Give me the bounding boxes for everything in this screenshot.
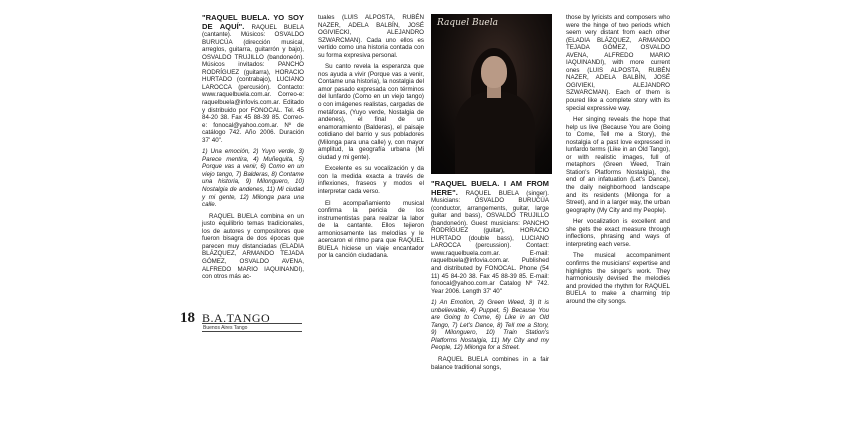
magazine-subtitle: Buenos Aires Tango	[203, 325, 248, 331]
spanish-body-paragraph: Su canto revela la esperanza que nos ayuda a vivir (Porque vas a venir, Contame una historia), la nostalgia del amor pasado expresada con términos del lunfardo (Como en un viejo tango) o con imágenes realistas, cargadas de metáforas, (Yuyo verde, Nostalgia de andenes), el final de un enamoramiento (Balderas), el paisaje cotidiano del barrio y sus pobladores (Milonga para una calle) y, con mayor amplitud, la geografía urbana (Mi ciudad y mi gente).	[318, 63, 424, 161]
english-credits: RAQUEL BUELA (singer). Musicians: OSVALDO BURUCÚA (conductor, arrangements, guitar, large guitar and bass), OSVALDO TRUJILLO (bandoneón). Guest musicians: PANCHO RODRÍGUEZ (guitar), HORACIO HURTADO (double bass), LUCIANO LAROCCA (percussion). Contact: www.raquelbuela.com.ar. E-mail: raquelbuela@infovia.com.ar. Published and distributed by FONOCAL. Phone (54 11) 45 84-20 38. Fax 45 88-39 85. E-mail: fonocal@yahoo.com.ar Catalog Nº 742. Year 2006. Length 37' 40"	[431, 189, 549, 295]
spanish-headline: "RAQUEL BUELA. YO SOY DE AQUÍ".	[202, 13, 304, 31]
english-body-paragraph: Her vocalization is excellent and she gets the exact measure through inflections, phrasing and ways of interpreting each verse.	[566, 218, 670, 248]
spanish-body-paragraph: El acompañamiento musical confirma la pericia de los instrumentistas para realzar la labor de la cantante. Ellos tejieron armoniosamente las melodías y le acercaron el ritmo para que RAQUEL BUELA hiciese un viaje encantador por la canción ciudadana.	[318, 199, 424, 260]
spanish-body-paragraph: RAQUEL BUELA combina en un justo equilibrio temas tradicionales, los de autores y compositores que fueron bisagra de dos épocas que parecen muy distanciadas (ELADIA BLÁZQUEZ, ARMANDO TEJADA GÓMEZ, OSVALDO AVENA, ALFREDO MARIO IAQUINANDI), con otros más ac-	[202, 212, 304, 281]
spanish-column-1	[202, 14, 304, 285]
spanish-body-paragraph: Excelente es su vocalización y da con la medida exacta a través de inflexiones, fraseos y modos el interpretar cada verso.	[318, 165, 424, 196]
english-body-paragraph: Her singing reveals the hope that help us live (Because You are Going to Come, Tell me a Story), the nostalgia of a past love expressed in lunfardo terms (Like in an Old Tango), or with realistic images, full of metaphors (Green Weed, Train Station's Platforms Nostalgia), the end of an infatuation (Let's Dance), the daily neighborhood landscape and its residents (Milonga for a Street), and in a larger way, the urban geography (My City and my People).	[566, 116, 670, 214]
photo-caption: Raquel Buela	[437, 18, 498, 28]
magazine-page	[178, 14, 672, 422]
english-column-1	[431, 180, 549, 375]
english-headline: "RAQUEL BUELA. I AM FROM HERE".	[431, 179, 549, 197]
english-body-paragraph: The musical accompaniment confirms the musicians' expertise and highlights the singer's work. They harmoniously devised the melodies and provided the rhythm for RAQUEL BUELA to make a charming trip around the city songs.	[566, 252, 670, 305]
singer-photo	[431, 14, 552, 174]
english-body-paragraph: RAQUEL BUELA combines in a fair balance traditional songs,	[431, 356, 549, 371]
english-body-paragraph: those by lyricists and composers who were the hinge of two periods which seem very distant from each other (ELADIA BLÁZQUEZ, ARMANDO TEJADA GÓMEZ, OSVALDO AVENA, ALFREDO MARIO IAQUINANDI), with more current ones (LUIS ALPOSTA, RUBÉN NAZER, ADELA BALBÍN, JOSÉ OGIVIEKI, ALEJANDRO SZWARCMAN). Each of them is poured like a complete story with its special expressive way.	[566, 14, 670, 112]
page-footer	[178, 310, 308, 340]
footer-rule	[202, 331, 302, 332]
spanish-body-paragraph: tuales (LUIS ALPOSTA, RUBÉN NAZER, ADELA BALBÍN, JOSÉ OGIVIECKI, ALEJANDRO SZWARCMAN). Cada uno ellos es vertido como una historia contada con su forma expresiva personal.	[318, 14, 424, 59]
spanish-tracklist: 1) Una emoción, 2) Yuyo verde, 3) Parece mentira, 4) Muñequita, 5) Porque vas a venir, 6) Como en un viejo tango, 7) Balderas, 8) Contame una historia, 9) Milonguero, 10) Nostalgia de andenes, 11) Mi ciudad y mi gente, 12) Milonga para una calle.	[202, 148, 304, 209]
english-tracklist: 1) An Emotion, 2) Green Weed, 3) It is unbelievable, 4) Puppet, 5) Because You are Going to Come, 6) Like in an Old Tango, 7) Let's Dance, 8) Tell me a Story, 9) Milonguero, 10) Train Station's Platforms Nostalgia, 11) My City and my People, 12) Milonga for a Street.	[431, 299, 549, 352]
english-column-2	[566, 14, 670, 309]
magazine-title: B.A.TANGO	[202, 311, 271, 325]
spanish-column-2	[318, 14, 424, 264]
spanish-credits: RAQUEL BUELA (cantante). Músicos: OSVALDO BURUCÚA (dirección musical, arreglos, guitarra, guitarrón y bajo), OSVALDO TRUJILLO (bandoneón). Músicos invitados: PANCHO RODRÍGUEZ (guitarra), HORACIO HURTADO (contrabajo), LUCIANO LAROCCA (percusión). Contacto: www.raquelbuela.com.ar. Correo-e: raquelbuela@infovis.com.ar. Editado y distribuido por FONOCAL. Tel. 45 84-20 38. Fax 45 88-39 85. Correo-e: fonocal@yahoo.com.ar. Nº de catálogo 742. Año 2006. Duración 37' 40".	[202, 23, 304, 144]
page-number: 18	[180, 310, 195, 326]
